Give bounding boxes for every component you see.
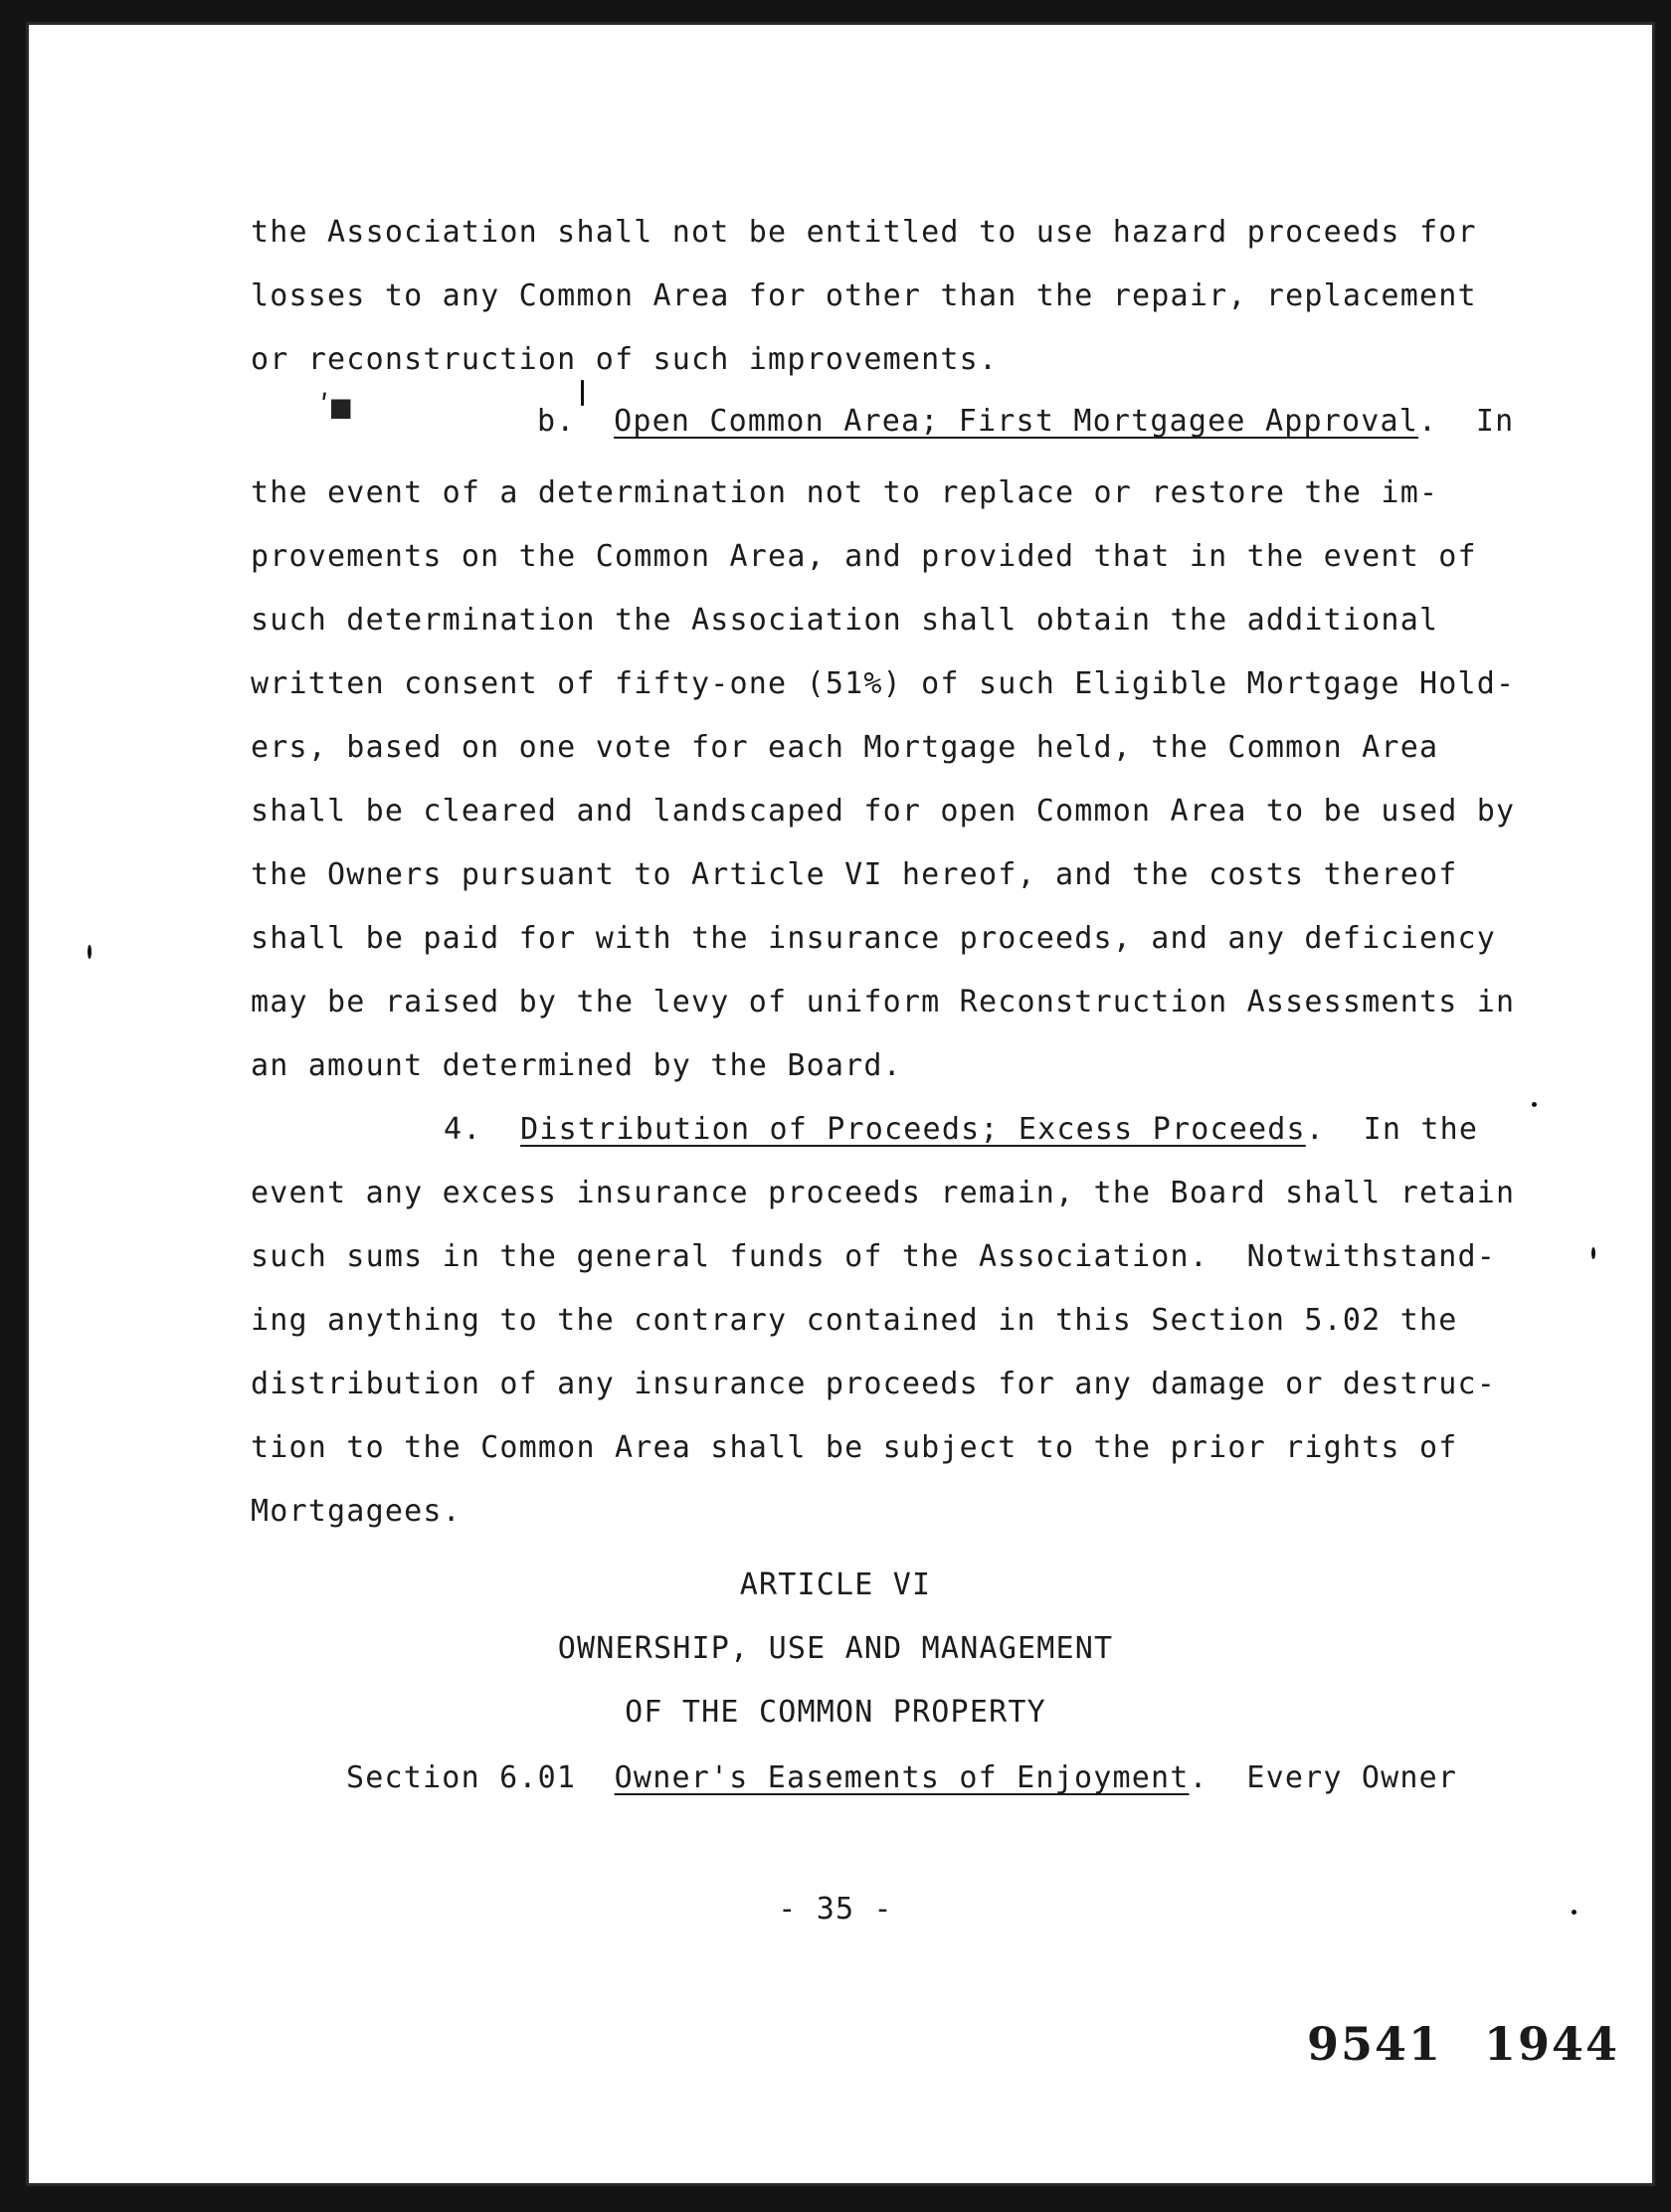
text-line: shall be paid for with the insurance proceeds, and any deficiency (251, 921, 1496, 956)
stamp-number-right: 1944 (1484, 2017, 1620, 2071)
heading-continuation: . Every Owner (1189, 1760, 1458, 1795)
heading-continuation: . In (1418, 404, 1515, 439)
section-marker: 4. (444, 1112, 482, 1147)
text-line: the Owners pursuant to Article VI hereof, and the costs thereof (251, 857, 1458, 892)
text-line: distribution of any insurance proceeds for any damage or destruc- (251, 1367, 1496, 1401)
section-heading: Owner's Easements of Enjoyment (614, 1760, 1190, 1795)
article-title-line2: OF THE COMMON PROPERTY (625, 1695, 1046, 1730)
scan-speck (1532, 1102, 1537, 1107)
text-line: Mortgagees. (251, 1494, 462, 1529)
article-title-line1: OWNERSHIP, USE AND MANAGEMENT (557, 1631, 1114, 1666)
scan-speck (1572, 1910, 1577, 1915)
text-line: provements on the Common Area, and provided that in the event of (251, 539, 1477, 574)
scan-speck (581, 380, 584, 406)
text-line: losses to any Common Area for other than the repair, replacement (251, 278, 1477, 313)
text-line: event any excess insurance proceeds remain, the Board shall retain (251, 1176, 1516, 1210)
text-line: such determination the Association shall obtain the additional (251, 603, 1439, 638)
heading-continuation: . In the (1305, 1112, 1479, 1147)
text-line: an amount determined by the Board. (251, 1048, 902, 1083)
article-number: ARTICLE VI (739, 1567, 932, 1602)
scan-speck (1591, 1247, 1595, 1259)
page-number: - 35 - (778, 1892, 893, 1927)
text-line: the Association shall not be entitled to use hazard proceeds for (251, 215, 1477, 250)
section-heading-line (444, 1110, 1478, 1150)
text-line: ing anything to the contrary contained in this Section 5.02 the (251, 1303, 1458, 1338)
section-heading: Distribution of Proceeds; Excess Proceeds (520, 1112, 1306, 1147)
text-line: ers, based on one vote for each Mortgage held, the Common Area (251, 730, 1439, 765)
subsection-heading-line (537, 402, 1514, 442)
text-line: tion to the Common Area shall be subject to the prior rights of (251, 1430, 1458, 1465)
text-line: written consent of fifty-one (51%) of such Eligible Mortgage Hold- (251, 666, 1516, 701)
scan-speck (88, 945, 92, 959)
subsection-heading: Open Common Area; First Mortgagee Approval (614, 404, 1419, 439)
text-line: shall be cleared and landscaped for open Common Area to be used by (251, 794, 1516, 829)
subsection-marker: b. (537, 404, 576, 439)
text-line: the event of a determination not to replace or restore the im- (251, 475, 1439, 510)
text-line: may be raised by the levy of uniform Reconstruction Assessments in (251, 985, 1516, 1019)
section-line (346, 1758, 1457, 1798)
text-line: such sums in the general funds of the Association. Notwithstand- (251, 1239, 1496, 1274)
text-line: or reconstruction of such improvements. (251, 342, 999, 377)
section-label: Section 6.01 (346, 1760, 577, 1795)
margin-mark: ʹ◼ (320, 390, 354, 425)
stamp-number-left: 9541 (1307, 2017, 1443, 2071)
